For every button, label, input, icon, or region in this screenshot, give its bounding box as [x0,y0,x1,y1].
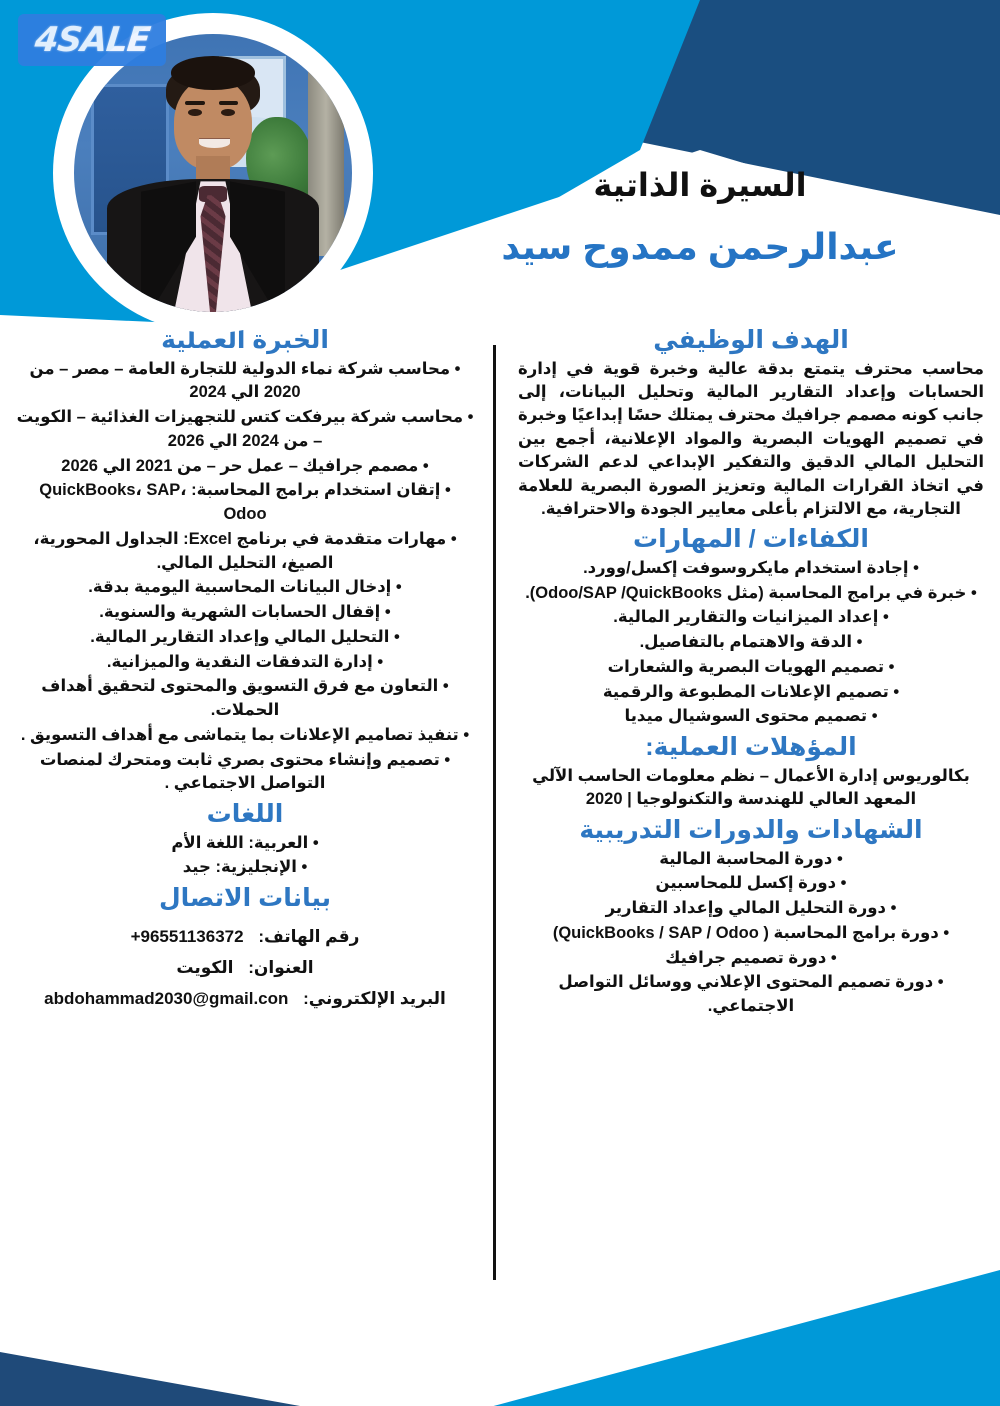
list-item: • إدارة التدفقات النقدية والميزانية. [16,651,474,675]
watermark-4sale [18,14,166,66]
objective-body: محاسب محترف يتمتع بدقة عالية وخبرة قوية في إدارة الحسابات وإعداد التقارير المالية وتحليل البيانات، إلى جانب كونه مصمم جرافيك محترف يمتلك حسًا إبداعيًا وخبرة في تصميم الهويات البصرية والمواد الإعلانية، أجمع بين التحليل المالي الدقيق والتفكير الإبداعي لدعم الشركات في اتخاذ القرارات المالية وتعزيز الصورة البصرية للعلامة التجارية، مع الالتزام بأعلى معايير الجودة والاحترافية. [518,359,984,519]
list-item: • دورة تصميم جرافيك [516,947,986,971]
list-item: • تنفيذ تصاميم الإعلانات بما يتماشى مع أهداف التسويق . [16,724,474,748]
list-item: • محاسب شركة بيرفكت كتس للتجهيزات الغذائية – الكويت – من 2024 الي 2026 [16,406,474,454]
contact-heading: بيانات الاتصال [158,884,332,912]
watermark-label: 4SALE [32,20,152,60]
phone-label: رقم الهاتف: [258,926,360,946]
list-item: • تصميم الهويات البصرية والشعارات [516,656,986,680]
list-item: • خبرة في برامج المحاسبة (مثل Odoo/SAP /QuickBooks). [516,582,986,606]
list-item: • تصميم الإعلانات المطبوعة والرقمية [516,681,986,705]
address-value: الكويت [176,957,234,977]
courses-list [510,848,992,1019]
list-item: • دورة المحاسبة المالية [516,848,986,872]
list-item: • الإنجليزية: جيد [16,856,474,880]
list-item: • دورة تصميم المحتوى الإعلاني ووسائل التواصل الاجتماعي. [516,971,986,1019]
list-item: • تصميم وإنشاء محتوى بصري ثابت ومتحرك لمنصات التواصل الاجتماعي . [16,749,474,797]
page-title: السيرة الذاتية [593,167,807,203]
list-item: • مهارات متقدمة في برنامج Excel: الجداول المحورية، الصيغ، التحليل المالي. [16,528,474,576]
qualification-line: المعهد العالي للهندسة والتكنولوجيا | 2020 [585,790,917,809]
contact-address-row [10,959,480,976]
list-item: • مصمم جرافيك – عمل حر – من 2021 الي 2026 [16,455,474,479]
list-item: • تصميم محتوى السوشيال ميديا [516,705,986,729]
section-qualifications [510,733,992,812]
list-item: • دورة برامج المحاسبة ( QuickBooks / SAP / Odoo) [516,922,986,946]
navy-bottom-shape [0,1352,300,1406]
list-item: • التعاون مع فرق التسويق والمحتوى لتحقيق أهداف الحملات. [16,675,474,723]
experience-list [10,358,480,797]
qualifications-heading: المؤهلات العملية: [645,733,857,762]
section-contact [10,884,480,1007]
email-label: البريد الإلكتروني: [303,988,446,1008]
experience-heading: الخبرة العملية [161,326,329,354]
list-item: • التحليل المالي وإعداد التقارير المالية. [16,626,474,650]
column-divider [493,345,496,1280]
list-item: • العربية: اللغة الأم [16,832,474,856]
skills-heading: الكفاءات / المهارات [633,525,869,554]
section-courses [510,816,992,1019]
list-item: • محاسب شركة نماء الدولية للتجارة العامة – مصر – من 2020 الي 2024 [16,358,474,406]
list-item: • إقفال الحسابات الشهرية والسنوية. [16,601,474,625]
list-item: • دورة التحليل المالي وإعداد التقارير [516,897,986,921]
list-item: • إعداد الميزانيات والتقارير المالية. [516,606,986,630]
profile-photo [74,34,352,312]
languages-heading: اللغات [206,800,284,828]
section-languages [10,800,480,880]
contact-email-row [10,990,480,1007]
list-item: • إجادة استخدام مايكروسوفت إكسل/وورد. [516,557,986,581]
list-item: • إتقان استخدام برامج المحاسبة: QuickBooks، SAP، Odoo [16,479,474,527]
profile-photo-frame [62,22,364,324]
light-blue-bottom-arrow [300,1272,1000,1406]
courses-heading: الشهادات والدورات التدريبية [579,816,923,845]
contact-phone-row [10,928,480,945]
candidate-name: عبدالرحمن ممدوح سيد [501,226,899,267]
right-column [510,322,992,1021]
list-item: • الدقة والاهتمام بالتفاصيل. [516,631,986,655]
objective-heading: الهدف الوظيفي [653,326,849,354]
section-objective [510,326,992,521]
qualification-line: بكالوريوس إدارة الأعمال – نظم معلومات الحاسب الآلي [532,766,970,785]
section-skills [510,525,992,729]
list-item: • دورة إكسل للمحاسبين [516,872,986,896]
skills-list [510,557,992,729]
phone-value[interactable]: +96551136372 [130,926,244,946]
section-experience [10,326,480,796]
email-value[interactable]: abdohammad2030@gmail.con [44,988,289,1008]
left-column [10,322,480,1009]
list-item: • إدخال البيانات المحاسبية اليومية بدقة. [16,576,474,600]
languages-list [10,832,480,881]
address-label: العنوان: [248,957,314,977]
